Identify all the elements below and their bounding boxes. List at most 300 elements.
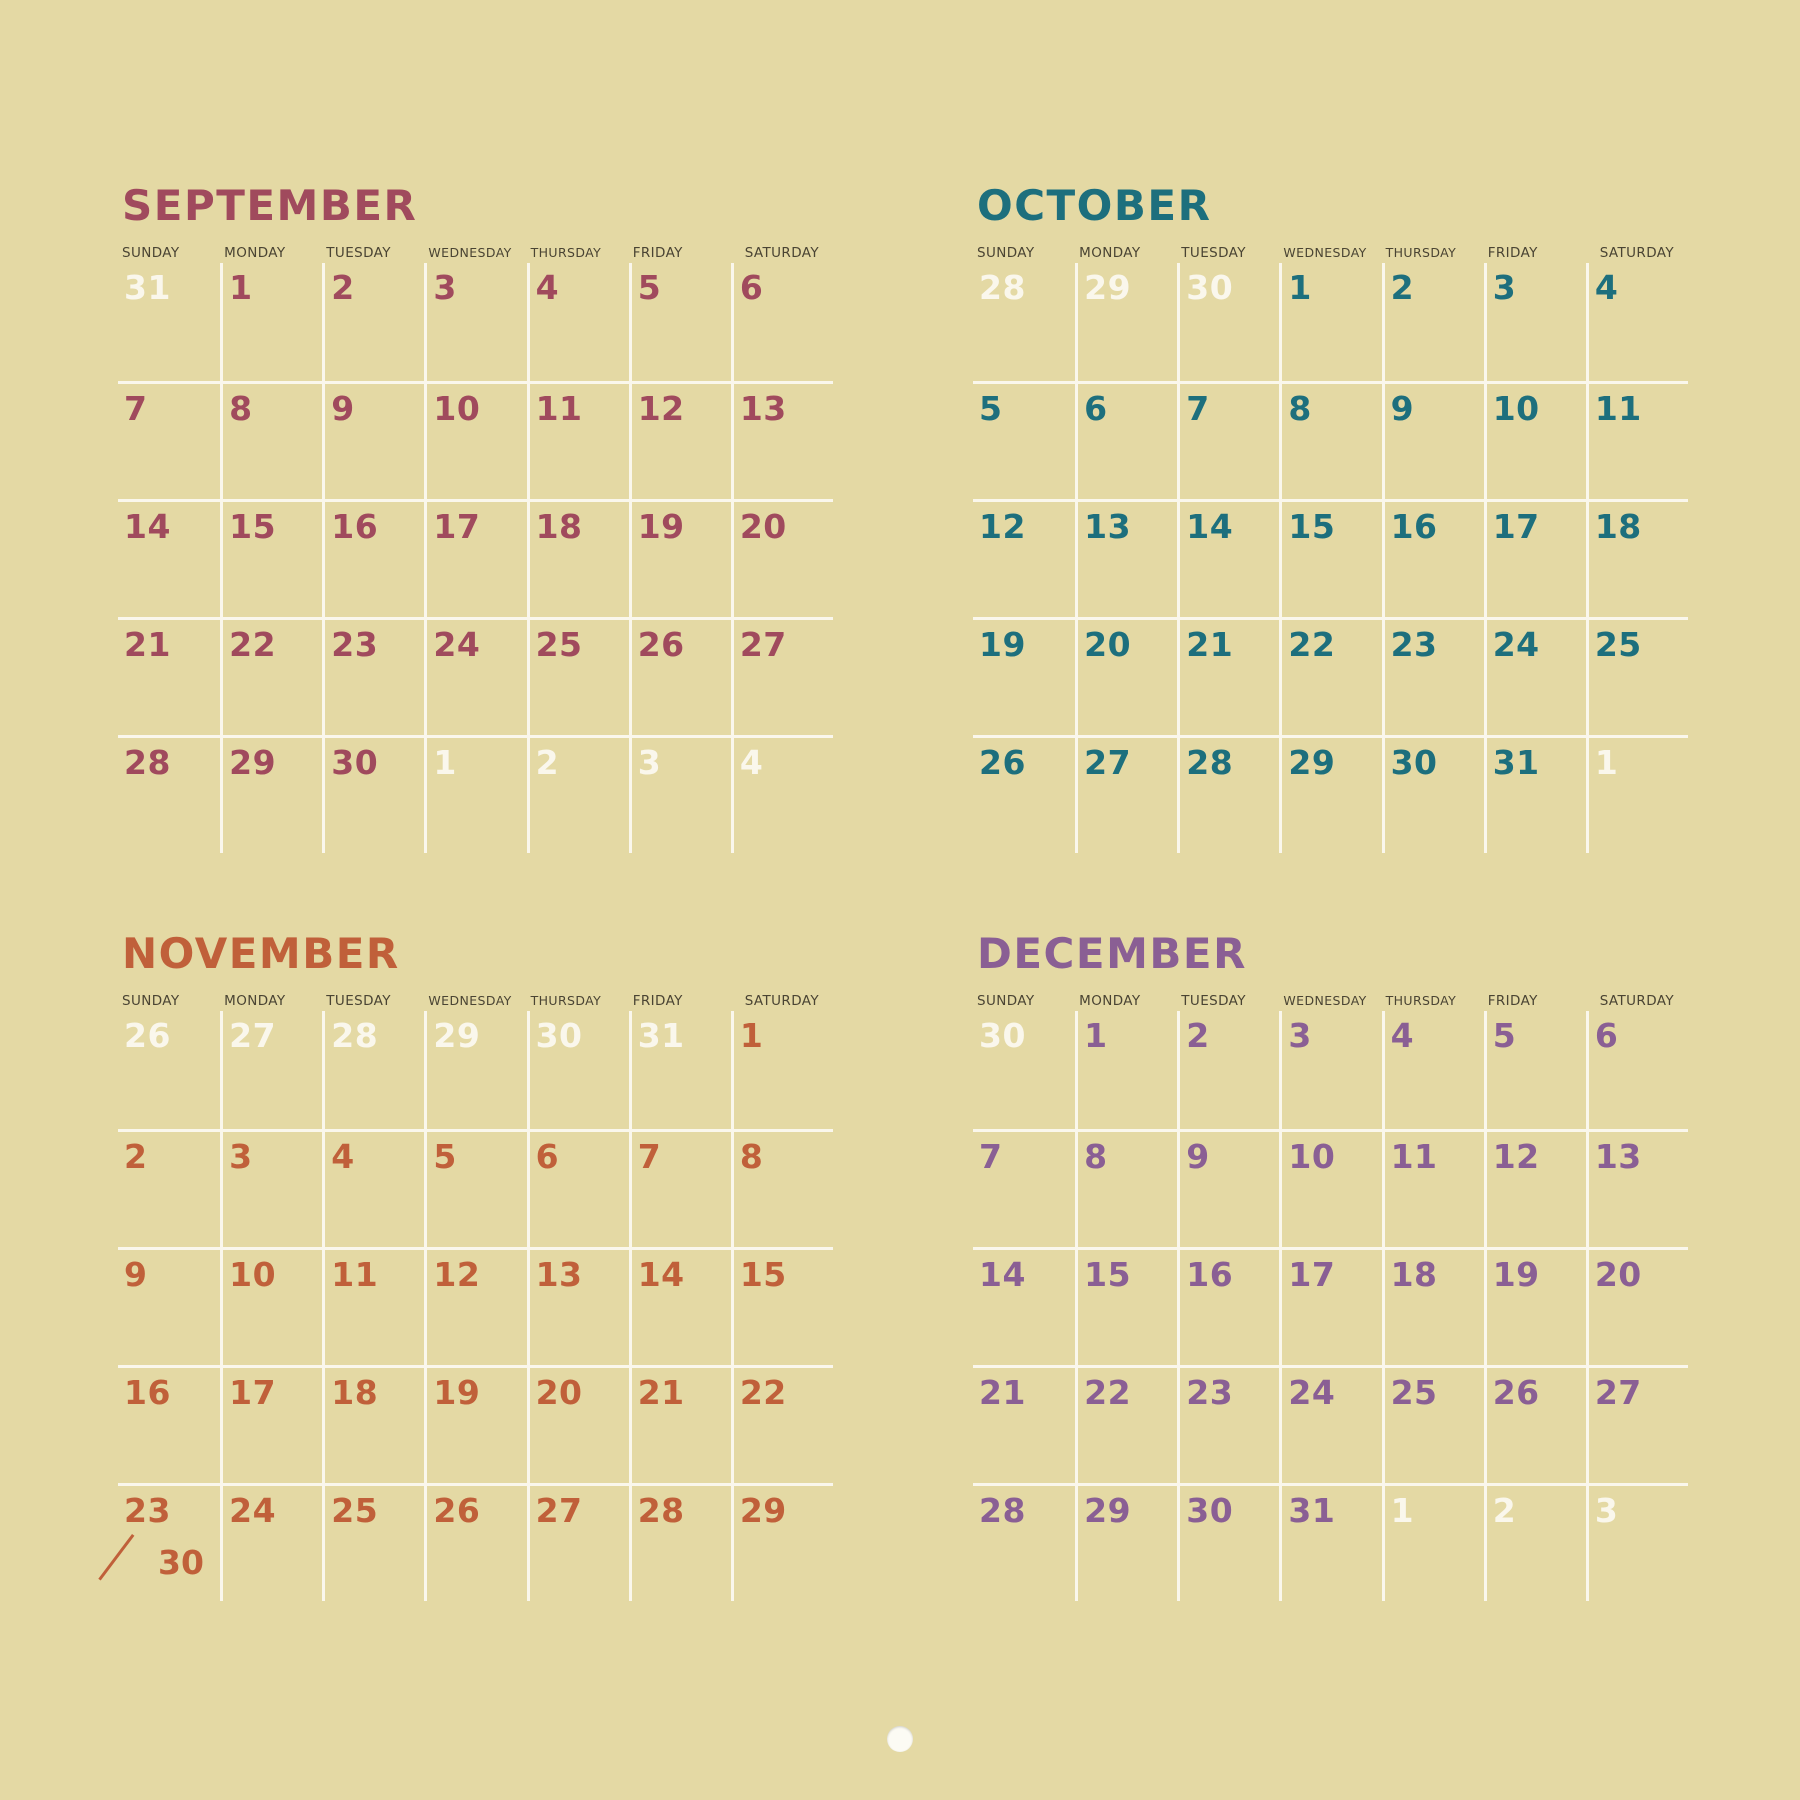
day-number-secondary: 30: [158, 1543, 204, 1582]
day-number: 12: [433, 1255, 481, 1294]
day-number: 1: [1288, 268, 1312, 307]
day-cell[interactable]: [527, 1129, 629, 1247]
day-cell[interactable]: [322, 735, 424, 853]
day-cell[interactable]: [527, 617, 629, 735]
day-number: 14: [637, 1255, 685, 1294]
day-cell[interactable]: [1484, 1483, 1586, 1601]
weekday-header-tue: TUESDAY: [326, 245, 391, 261]
day-cell[interactable]: [1279, 1247, 1381, 1365]
day-cell[interactable]: [1382, 1129, 1484, 1247]
week-row: [118, 1365, 833, 1483]
day-number: 15: [229, 507, 277, 546]
day-cell[interactable]: [629, 499, 731, 617]
day-cell[interactable]: [731, 499, 833, 617]
month-block-november: [118, 929, 833, 1601]
day-number: 31: [1288, 1491, 1336, 1530]
day-cell[interactable]: [1075, 1483, 1177, 1601]
day-number: 25: [535, 625, 583, 664]
day-number: 3: [1288, 1016, 1312, 1055]
day-cell[interactable]: [424, 381, 526, 499]
day-cell[interactable]: [424, 1483, 526, 1601]
day-number: 12: [637, 389, 685, 428]
day-cell[interactable]: [973, 1365, 1075, 1483]
day-number: 11: [535, 389, 583, 428]
day-number: 26: [637, 625, 685, 664]
week-row: [973, 1247, 1688, 1365]
day-cell[interactable]: [973, 381, 1075, 499]
day-cell[interactable]: [1382, 1365, 1484, 1483]
day-cell[interactable]: [1586, 1365, 1688, 1483]
week-row: [973, 263, 1688, 381]
day-cell[interactable]: [629, 1365, 731, 1483]
day-number: 1: [1084, 1016, 1108, 1055]
day-cell[interactable]: [220, 499, 322, 617]
day-number-outside-month: 29: [433, 1016, 481, 1055]
day-number: 27: [535, 1491, 583, 1530]
day-cell[interactable]: [1075, 1365, 1177, 1483]
day-cell[interactable]: [1177, 1365, 1279, 1483]
day-cell[interactable]: [1382, 381, 1484, 499]
weekday-header-row: [973, 993, 1688, 1009]
day-number: 10: [229, 1255, 277, 1294]
day-number-outside-month: 30: [979, 1016, 1026, 1055]
day-cell[interactable]: [118, 263, 220, 381]
day-cell[interactable]: [1075, 617, 1177, 735]
week-row: [118, 1483, 833, 1601]
weeks-container: [973, 263, 1688, 853]
day-cell[interactable]: [527, 381, 629, 499]
day-cell[interactable]: [1177, 499, 1279, 617]
day-number-outside-month: 30: [535, 1016, 583, 1055]
weekday-header-sat: SATURDAY: [1599, 993, 1674, 1009]
day-number-outside-month: 3: [1594, 1491, 1619, 1530]
weekday-header-row: [118, 245, 833, 261]
day-number: 14: [979, 1255, 1026, 1294]
day-cell[interactable]: [1484, 263, 1586, 381]
weekday-header-tue: TUESDAY: [326, 993, 391, 1009]
day-number: 29: [229, 743, 277, 782]
day-number: 16: [124, 1373, 171, 1412]
day-number: 25: [1594, 625, 1642, 664]
day-cell[interactable]: [629, 381, 731, 499]
week-row: [118, 499, 833, 617]
week-row: [973, 735, 1688, 853]
week-row: [118, 1129, 833, 1247]
month-title: SEPTEMBER: [122, 181, 418, 230]
day-cell[interactable]: [1586, 1129, 1688, 1247]
day-number: 29: [1288, 743, 1336, 782]
day-number: 2: [1186, 1016, 1210, 1055]
day-cell[interactable]: [1279, 1011, 1381, 1129]
day-cell[interactable]: [220, 263, 322, 381]
week-row: [973, 381, 1688, 499]
month-block-september: [118, 181, 833, 853]
day-cell[interactable]: [1586, 1011, 1688, 1129]
day-cell[interactable]: [973, 735, 1075, 853]
day-number-outside-month: 1: [1390, 1491, 1415, 1530]
day-number-outside-month: 30: [1186, 268, 1234, 307]
week-row: [973, 1483, 1688, 1601]
day-cell[interactable]: [1586, 381, 1688, 499]
day-cell[interactable]: [118, 381, 220, 499]
month-title: NOVEMBER: [122, 929, 400, 978]
day-cell[interactable]: [118, 1247, 220, 1365]
day-number: 27: [1594, 1373, 1642, 1412]
day-cell[interactable]: [424, 1011, 526, 1129]
day-number: 17: [229, 1373, 277, 1412]
day-cell[interactable]: [1484, 381, 1586, 499]
week-row: [118, 617, 833, 735]
day-number: 9: [1390, 389, 1415, 428]
day-number: 24: [229, 1491, 277, 1530]
day-number: 1: [739, 1016, 764, 1055]
day-cell[interactable]: [1075, 735, 1177, 853]
week-row: [118, 1247, 833, 1365]
day-number: 21: [979, 1373, 1026, 1412]
day-cell[interactable]: [973, 1129, 1075, 1247]
day-cell[interactable]: [1382, 1247, 1484, 1365]
day-cell[interactable]: [731, 1129, 833, 1247]
weekday-header-fri: FRIDAY: [1487, 245, 1538, 261]
day-number: 18: [331, 1373, 379, 1412]
day-cell[interactable]: [220, 1011, 322, 1129]
day-number: 7: [124, 389, 148, 428]
day-number: 15: [1288, 507, 1336, 546]
day-number: 20: [1084, 625, 1132, 664]
day-cell[interactable]: [731, 1011, 833, 1129]
day-number: 8: [229, 389, 253, 428]
day-cell[interactable]: [973, 263, 1075, 381]
day-number: 21: [124, 625, 171, 664]
day-cell[interactable]: [1177, 1129, 1279, 1247]
day-cell[interactable]: [973, 1247, 1075, 1365]
day-cell[interactable]: [118, 1011, 220, 1129]
day-number: 15: [739, 1255, 787, 1294]
day-number: 9: [331, 389, 355, 428]
day-cell[interactable]: [1177, 263, 1279, 381]
weekday-header-fri: FRIDAY: [632, 245, 683, 261]
day-cell[interactable]: [527, 1483, 629, 1601]
day-cell[interactable]: [322, 1011, 424, 1129]
day-number: 4: [535, 268, 560, 307]
weekday-header-sun: SUNDAY: [122, 245, 180, 261]
weekday-header-mon: MONDAY: [224, 245, 286, 261]
day-cell[interactable]: [731, 1483, 833, 1601]
day-cell[interactable]: [629, 1247, 731, 1365]
month-block-october: [973, 181, 1688, 853]
weekday-header-thu: THURSDAY: [530, 993, 602, 1008]
day-cell[interactable]: [731, 735, 833, 853]
day-number: 2: [331, 268, 355, 307]
day-number-outside-month: 2: [1492, 1491, 1517, 1530]
day-number: 26: [433, 1491, 481, 1530]
day-cell[interactable]: [424, 1247, 526, 1365]
week-row: [973, 499, 1688, 617]
day-number: 28: [637, 1491, 685, 1530]
day-number-outside-month: 4: [739, 743, 764, 782]
day-number: 29: [1084, 1491, 1132, 1530]
day-cell[interactable]: [527, 1011, 629, 1129]
day-cell[interactable]: [731, 1365, 833, 1483]
binder-punch-hole: [887, 1726, 913, 1752]
day-cell[interactable]: [1484, 1365, 1586, 1483]
day-number: 4: [331, 1137, 355, 1176]
day-cell[interactable]: [629, 1129, 731, 1247]
day-number: 13: [535, 1255, 583, 1294]
weekday-header-thu: THURSDAY: [1385, 245, 1457, 260]
day-number: 28: [124, 743, 171, 782]
day-number: 11: [1390, 1137, 1438, 1176]
day-number: 3: [433, 268, 457, 307]
day-cell[interactable]: [1075, 1247, 1177, 1365]
day-cell[interactable]: [1382, 617, 1484, 735]
day-number: 4: [1390, 1016, 1415, 1055]
day-number: 6: [1084, 389, 1108, 428]
week-row: [973, 617, 1688, 735]
day-cell[interactable]: [1484, 499, 1586, 617]
day-cell[interactable]: [424, 617, 526, 735]
weekday-header-wed: WEDNESDAY: [1283, 993, 1367, 1008]
day-cell[interactable]: [220, 1365, 322, 1483]
day-number: 16: [1186, 1255, 1234, 1294]
day-number: 23: [331, 625, 379, 664]
day-cell[interactable]: [322, 1483, 424, 1601]
day-cell[interactable]: [424, 1365, 526, 1483]
day-number: 7: [979, 1137, 1003, 1176]
day-number: 24: [1288, 1373, 1336, 1412]
day-number: 18: [535, 507, 583, 546]
day-cell[interactable]: [973, 617, 1075, 735]
day-cell[interactable]: [527, 735, 629, 853]
day-cell[interactable]: [118, 1365, 220, 1483]
day-cell[interactable]: [118, 1483, 220, 1601]
day-cell[interactable]: [629, 263, 731, 381]
day-cell[interactable]: [424, 735, 526, 853]
day-number-outside-month: 2: [535, 743, 560, 782]
weekday-header-thu: THURSDAY: [1385, 993, 1457, 1008]
day-number-outside-month: 3: [637, 743, 662, 782]
day-cell[interactable]: [1586, 263, 1688, 381]
day-cell[interactable]: [1075, 381, 1177, 499]
day-cell[interactable]: [118, 617, 220, 735]
day-number: 22: [229, 625, 277, 664]
day-cell[interactable]: [1484, 735, 1586, 853]
weeks-container: [118, 263, 833, 853]
day-cell[interactable]: [322, 499, 424, 617]
day-number: 29: [739, 1491, 787, 1530]
day-number: 16: [1390, 507, 1438, 546]
weekday-header-tue: TUESDAY: [1181, 245, 1246, 261]
day-number: 21: [1186, 625, 1234, 664]
day-cell[interactable]: [1484, 1247, 1586, 1365]
weekday-header-sat: SATURDAY: [1599, 245, 1674, 261]
day-number: 10: [433, 389, 481, 428]
weekday-header-wed: WEDNESDAY: [428, 245, 512, 260]
day-number: 30: [1390, 743, 1438, 782]
months-grid: [118, 181, 1688, 1681]
day-cell[interactable]: [424, 1129, 526, 1247]
day-cell[interactable]: [1484, 1129, 1586, 1247]
day-cell[interactable]: [1177, 1483, 1279, 1601]
day-number: 12: [1492, 1137, 1540, 1176]
day-cell[interactable]: [527, 1247, 629, 1365]
day-cell[interactable]: [1382, 1483, 1484, 1601]
day-cell[interactable]: [1484, 617, 1586, 735]
day-cell[interactable]: [527, 263, 629, 381]
day-cell[interactable]: [220, 735, 322, 853]
day-cell[interactable]: [527, 1365, 629, 1483]
month-title: OCTOBER: [977, 181, 1212, 230]
day-number: 2: [1390, 268, 1415, 307]
day-number: 23: [1186, 1373, 1234, 1412]
day-cell[interactable]: [220, 617, 322, 735]
day-cell[interactable]: [1586, 735, 1688, 853]
week-row: [973, 1365, 1688, 1483]
day-cell[interactable]: [1382, 735, 1484, 853]
day-number: 8: [1288, 389, 1312, 428]
day-cell[interactable]: [629, 1483, 731, 1601]
day-cell[interactable]: [322, 1247, 424, 1365]
day-cell[interactable]: [629, 1011, 731, 1129]
weekday-header-mon: MONDAY: [1079, 993, 1141, 1009]
day-cell[interactable]: [1075, 499, 1177, 617]
double-day-cell: [124, 1491, 220, 1601]
day-number: 11: [331, 1255, 379, 1294]
day-number: 22: [1288, 625, 1336, 664]
day-cell[interactable]: [322, 1129, 424, 1247]
day-number: 19: [637, 507, 685, 546]
day-cell[interactable]: [322, 617, 424, 735]
day-number-outside-month: 31: [124, 268, 171, 307]
day-cell[interactable]: [1075, 263, 1177, 381]
day-cell[interactable]: [1279, 1483, 1381, 1601]
weekday-header-sat: SATURDAY: [744, 245, 819, 261]
day-cell[interactable]: [1382, 1011, 1484, 1129]
day-number: 13: [1594, 1137, 1642, 1176]
day-cell[interactable]: [424, 499, 526, 617]
day-number: 7: [637, 1137, 662, 1176]
day-number: 24: [433, 625, 481, 664]
day-number-outside-month: 29: [1084, 268, 1132, 307]
day-cell[interactable]: [1382, 263, 1484, 381]
day-cell[interactable]: [1586, 499, 1688, 617]
day-number: 5: [433, 1137, 457, 1176]
day-number: 11: [1594, 389, 1642, 428]
day-cell[interactable]: [118, 735, 220, 853]
day-cell[interactable]: [1075, 1129, 1177, 1247]
day-cell[interactable]: [731, 381, 833, 499]
day-number: 28: [979, 1491, 1026, 1530]
day-number-outside-month: 28: [979, 268, 1026, 307]
day-cell[interactable]: [1279, 735, 1381, 853]
day-number: 6: [535, 1137, 560, 1176]
day-cell[interactable]: [424, 263, 526, 381]
day-cell[interactable]: [1586, 617, 1688, 735]
day-cell[interactable]: [1279, 617, 1381, 735]
day-number: 25: [1390, 1373, 1438, 1412]
day-cell[interactable]: [1177, 381, 1279, 499]
day-cell[interactable]: [1586, 1483, 1688, 1601]
day-cell[interactable]: [629, 617, 731, 735]
day-cell[interactable]: [1177, 735, 1279, 853]
day-number: 10: [1288, 1137, 1336, 1176]
day-cell[interactable]: [1484, 1011, 1586, 1129]
day-cell[interactable]: [973, 1483, 1075, 1601]
weekday-header-row: [118, 993, 833, 1009]
day-cell[interactable]: [629, 735, 731, 853]
day-number-outside-month: 28: [331, 1016, 379, 1055]
day-number: 12: [979, 507, 1026, 546]
day-number: 14: [1186, 507, 1234, 546]
day-cell[interactable]: [220, 1483, 322, 1601]
day-number: 17: [1288, 1255, 1336, 1294]
day-cell[interactable]: [1177, 1011, 1279, 1129]
day-cell[interactable]: [220, 381, 322, 499]
day-number: 30: [331, 743, 379, 782]
day-number: 25: [331, 1491, 379, 1530]
day-number: 8: [1084, 1137, 1108, 1176]
day-cell[interactable]: [220, 1129, 322, 1247]
day-number: 30: [1186, 1491, 1234, 1530]
day-number: 19: [433, 1373, 481, 1412]
day-cell[interactable]: [731, 617, 833, 735]
weekday-header-fri: FRIDAY: [1487, 993, 1538, 1009]
weeks-container: [118, 1011, 833, 1601]
day-cell[interactable]: [731, 263, 833, 381]
day-cell[interactable]: [118, 499, 220, 617]
day-number: 26: [979, 743, 1026, 782]
weekday-header-mon: MONDAY: [1079, 245, 1141, 261]
day-cell[interactable]: [220, 1247, 322, 1365]
day-cell[interactable]: [973, 499, 1075, 617]
day-cell[interactable]: [1382, 499, 1484, 617]
month-block-december: [973, 929, 1688, 1601]
day-number: 15: [1084, 1255, 1132, 1294]
day-cell[interactable]: [1177, 617, 1279, 735]
day-cell[interactable]: [1075, 1011, 1177, 1129]
day-number: 3: [229, 1137, 253, 1176]
day-cell[interactable]: [322, 381, 424, 499]
day-cell[interactable]: [118, 1129, 220, 1247]
day-number: 20: [535, 1373, 583, 1412]
day-number: 20: [739, 507, 787, 546]
day-cell[interactable]: [1279, 1365, 1381, 1483]
week-row: [973, 1011, 1688, 1129]
day-cell[interactable]: [731, 1247, 833, 1365]
week-row: [118, 735, 833, 853]
day-cell[interactable]: [322, 263, 424, 381]
day-cell[interactable]: [973, 1011, 1075, 1129]
day-cell[interactable]: [1279, 1129, 1381, 1247]
day-number: 13: [1084, 507, 1132, 546]
day-number: 5: [637, 268, 662, 307]
day-number: 18: [1390, 1255, 1438, 1294]
day-cell[interactable]: [527, 499, 629, 617]
day-number: 2: [124, 1137, 148, 1176]
day-cell[interactable]: [322, 1365, 424, 1483]
day-number: 10: [1492, 389, 1540, 428]
day-cell[interactable]: [1279, 263, 1381, 381]
day-cell[interactable]: [1279, 499, 1381, 617]
day-number: 24: [1492, 625, 1540, 664]
day-cell[interactable]: [1279, 381, 1381, 499]
day-number: 22: [1084, 1373, 1132, 1412]
day-number: 5: [1492, 1016, 1517, 1055]
week-row: [118, 263, 833, 381]
day-cell[interactable]: [1586, 1247, 1688, 1365]
day-cell[interactable]: [1177, 1247, 1279, 1365]
month-title: DECEMBER: [977, 929, 1247, 978]
